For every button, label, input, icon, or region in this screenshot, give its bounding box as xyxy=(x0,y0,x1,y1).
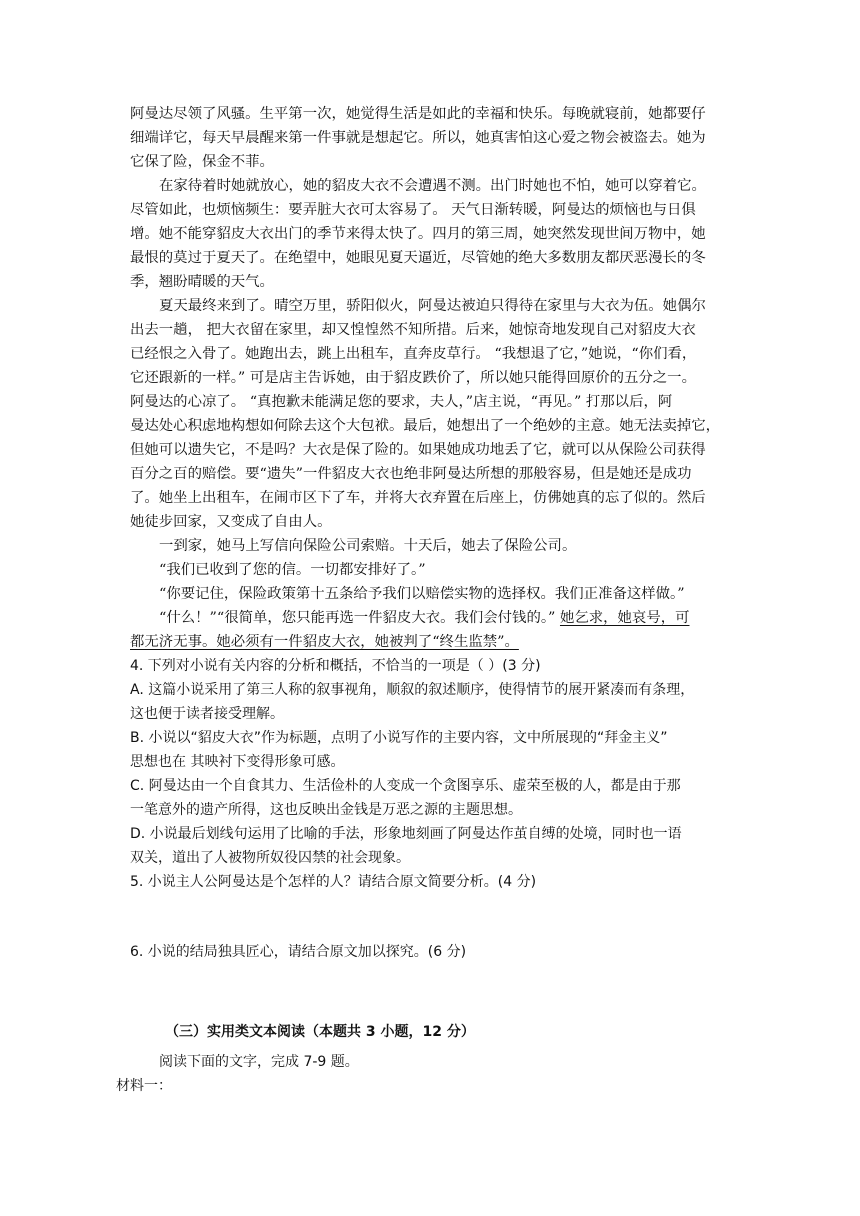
underlined-sentence: 她乞求，她哀号，可 xyxy=(559,610,690,626)
story-line: 已经恨之入骨了。她跑出去，跳上出租车，直奔皮草行。 “我想退了它，”她说，“你们看， xyxy=(130,346,697,362)
question-6: 6. 小说的结局独具匠心，请结合原文加以探究。(6 分) xyxy=(130,944,467,960)
option-b: 思想也在 其映衬下变得形象可感。 xyxy=(130,754,345,770)
story-line: 一到家，她马上写信向保险公司索赔。十天后，她去了保险公司。 xyxy=(159,538,577,554)
underlined-sentence: 都无济无事。她必须有一件貂皮大衣，她被判了“终生监禁”。 xyxy=(130,634,519,650)
option-c: C. 阿曼达由一个自食其力、生活俭朴的人变成一个贪图享乐、虚荣至极的人，都是由于那 xyxy=(130,778,681,794)
story-line: 尽管如此，也烦恼频生：要弄脏大衣可太容易了。 天气日渐转暖，阿曼达的烦恼也与日俱 xyxy=(130,202,696,218)
option-a: A. 这篇小说采用了第三人称的叙事视角，顺叙的叙述顺序，使得情节的展开紧凑而有条理， xyxy=(130,682,695,698)
story-line: 它保了险，保金不菲。 xyxy=(130,154,274,170)
option-c: 一笔意外的遗产所得，这也反映出金钱是万恶之源的主题思想。 xyxy=(130,802,522,818)
question-5: 5. 小说主人公阿曼达是个怎样的人？请结合原文简要分析。(4 分) xyxy=(130,874,537,890)
story-line: “你要记住，保险政策第十五条给予我们以赔偿实物的选择权。我们正准备这样做。” xyxy=(159,586,685,602)
story-line: 在家待着时她就放心，她的貂皮大衣不会遭遇不测。出门时她也不怕，她可以穿着它。 xyxy=(159,178,706,194)
option-d: D. 小说最后划线句运用了比喻的手法，形象地刻画了阿曼达作茧自缚的处境，同时也一语 xyxy=(130,826,682,842)
option-b: B. 小说以“貂皮大衣”作为标题，点明了小说写作的主要内容，文中所展现的“拜金主义” xyxy=(130,730,668,746)
story-line: 曼达处心积虑地构想如何除去这个大包袱。最后，她想出了一个绝妙的主意。她无法卖掉它， xyxy=(130,418,721,434)
story-line xyxy=(159,606,730,630)
story-line: 增。她不能穿貂皮大衣出门的季节来得太快了。四月的第三周，她突然发现世间万物中，她 xyxy=(130,226,706,242)
option-a: 这也便于读者接受理解。 xyxy=(130,706,284,722)
story-line: “我们已收到了您的信。一切都安排好了。” xyxy=(159,562,426,578)
story-line: 但她可以遗失它，不是吗？大衣是保了险的。如果她成功地丢了它，就可以从保险公司获得 xyxy=(130,442,706,458)
option-d: 双关，道出了人被物所奴役囚禁的社会现象。 xyxy=(130,850,410,866)
dialogue-text: “什么！”“很简单，您只能再选一件貂皮大衣。我们会付钱的。” xyxy=(159,610,560,626)
material-label: 材料一： xyxy=(116,1078,172,1094)
story-line: 她徒步回家，又变成了自由人。 xyxy=(130,514,332,530)
story-line: 它还跟新的一样。” 可是店主告诉她，由于貂皮跌价了，所以她只能得回原价的五分之一。 xyxy=(130,370,696,386)
story-line: 出去一趟， 把大衣留在家里，却又惶惶然不知所措。后来，她惊奇地发现自己对貂皮大衣 xyxy=(130,322,696,338)
section-heading: （三）实用类文本阅读（本题共 3 小题，12 分） xyxy=(165,1024,475,1040)
question-4-stem: 4. 下列对小说有关内容的分析和概括，不恰当的一项是（ ）(3 分) xyxy=(130,658,541,674)
story-line: 了。她坐上出租车，在闹市区下了车，并将大衣弃置在后座上，仿佛她真的忘了似的。然后 xyxy=(130,490,706,506)
story-line: 细端详它，每天早晨醒来第一件事就是想起它。所以，她真害怕这心爱之物会被盗去。她为 xyxy=(130,130,706,146)
story-line: 阿曼达尽领了风骚。生平第一次，她觉得生活是如此的幸福和快乐。每晚就寝前，她都要仔 xyxy=(130,106,706,122)
story-line: 最恨的莫过于夏天了。在绝望中，她眼见夏天逼近，尽管她的绝大多数朋友都厌恶漫长的冬 xyxy=(130,250,706,266)
story-line: 季，翘盼晴暖的天气。 xyxy=(130,274,274,290)
story-line: 百分之百的赔偿。要“遗失”一件貂皮大衣也绝非阿曼达所想的那般容易，但是她还是成功 xyxy=(130,466,692,482)
story-line: 阿曼达的心凉了。 “真抱歉未能满足您的要求，夫人，”店主说，“再见。” 打那以后，阿 xyxy=(130,394,673,410)
section-instruction: 阅读下面的文字，完成 7-9 题。 xyxy=(159,1054,359,1070)
story-line: 夏天最终来到了。晴空万里，骄阳似火，阿曼达被迫只得待在家里与大衣为伍。她偶尔 xyxy=(159,298,706,314)
